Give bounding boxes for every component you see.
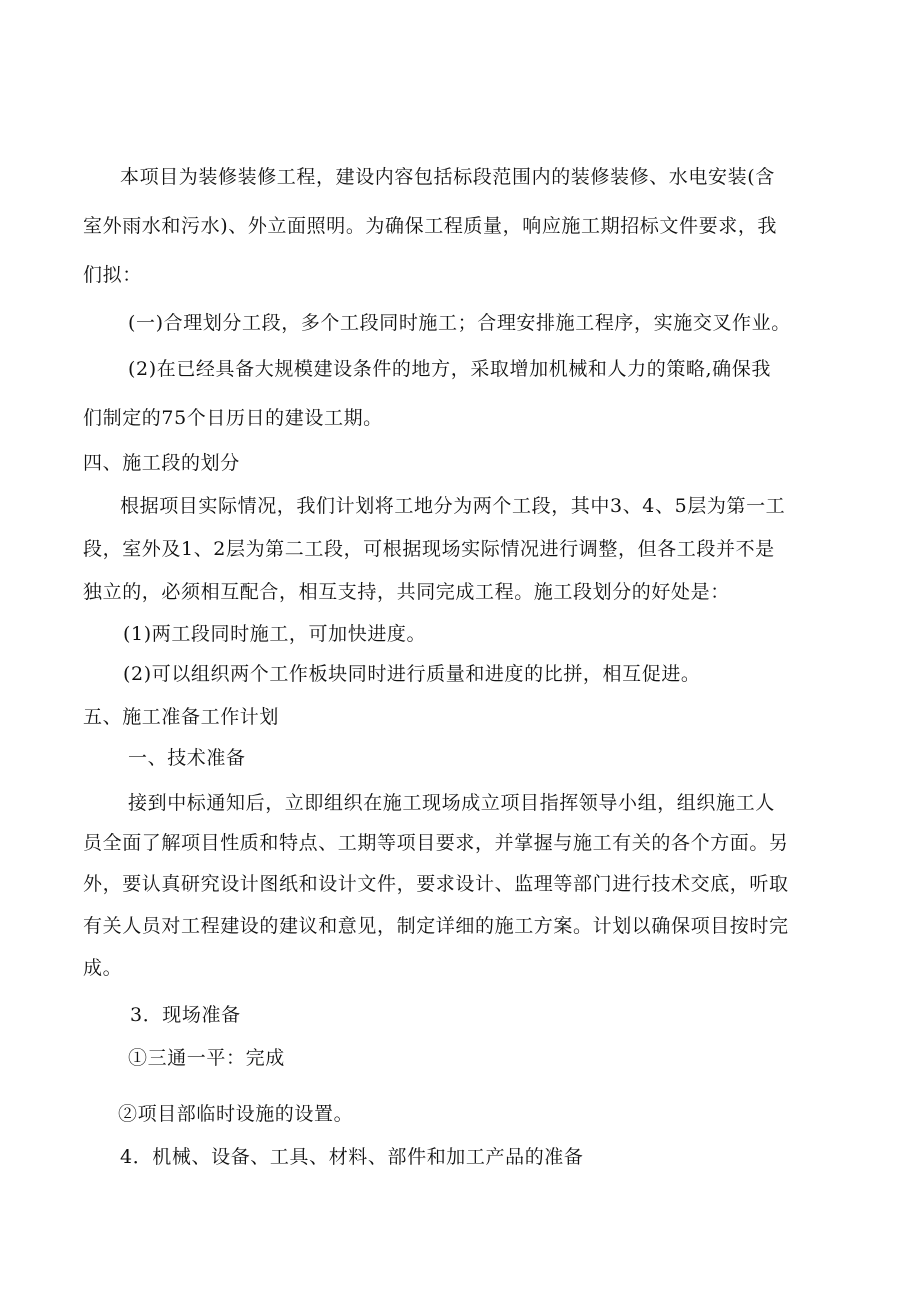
text-line: 有关人员对工程建设的建议和意见，制定详细的施工方案。计划以确保项目按时完 (83, 915, 789, 937)
section-heading: 五、施工准备工作计划 (83, 706, 280, 728)
text-line: 室外雨水和污水)、外立面照明。为确保工程质量，响应施工期招标文件要求，我 (83, 215, 778, 237)
text-line: (1)两工段同时施工，可加快进度。 (123, 623, 427, 645)
text-line: (一)合理划分工段，多个工段同时施工；合理安排施工程序，实施交叉作业。 (128, 312, 791, 334)
text-line: 段，室外及1、2层为第二工段，可根据现场实际情况进行调整，但各工段并不是 (83, 538, 775, 560)
text-line: (2)在已经具备大规模建设条件的地方，采取增加机械和人力的策略,确保我 (128, 358, 771, 380)
text-line: 成。 (83, 957, 123, 979)
text-line: 员全面了解项目性质和特点、工期等项目要求，并掌握与施工有关的各个方面。另 (83, 832, 789, 854)
text-line: ②项目部临时设施的设置。 (118, 1103, 354, 1125)
subsection-heading: 4．机械、设备、工具、材料、部件和加工产品的准备 (120, 1146, 584, 1168)
text-line: (2)可以组织两个工作板块同时进行质量和进度的比拼，相互促进。 (123, 663, 701, 685)
text-line: 独立的，必须相互配合，相互支持，共同完成工程。施工段划分的好处是： (83, 581, 730, 603)
section-heading: 四、施工段的划分 (83, 452, 240, 474)
subsection-heading: 3．现场准备 (130, 1004, 241, 1026)
text-line: 们拟： (83, 264, 142, 286)
text-line: ①三通一平：完成 (128, 1047, 285, 1069)
text-line: 本项目为装修装修工程，建设内容包括标段范围内的装修装修、水电安装(含 (120, 166, 775, 188)
subsection-heading: 一、技术准备 (128, 747, 246, 769)
text-line: 接到中标通知后，立即组织在施工现场成立项目指挥领导小组，组织施工人 (128, 792, 775, 814)
text-line: 根据项目实际情况，我们计划将工地分为两个工段，其中3、4、5层为第一工 (120, 495, 786, 517)
text-line: 外，要认真研究设计图纸和设计文件，要求设计、监理等部门进行技术交底，听取 (83, 873, 789, 895)
text-line: 们制定的75个日历日的建设工期。 (83, 407, 383, 429)
